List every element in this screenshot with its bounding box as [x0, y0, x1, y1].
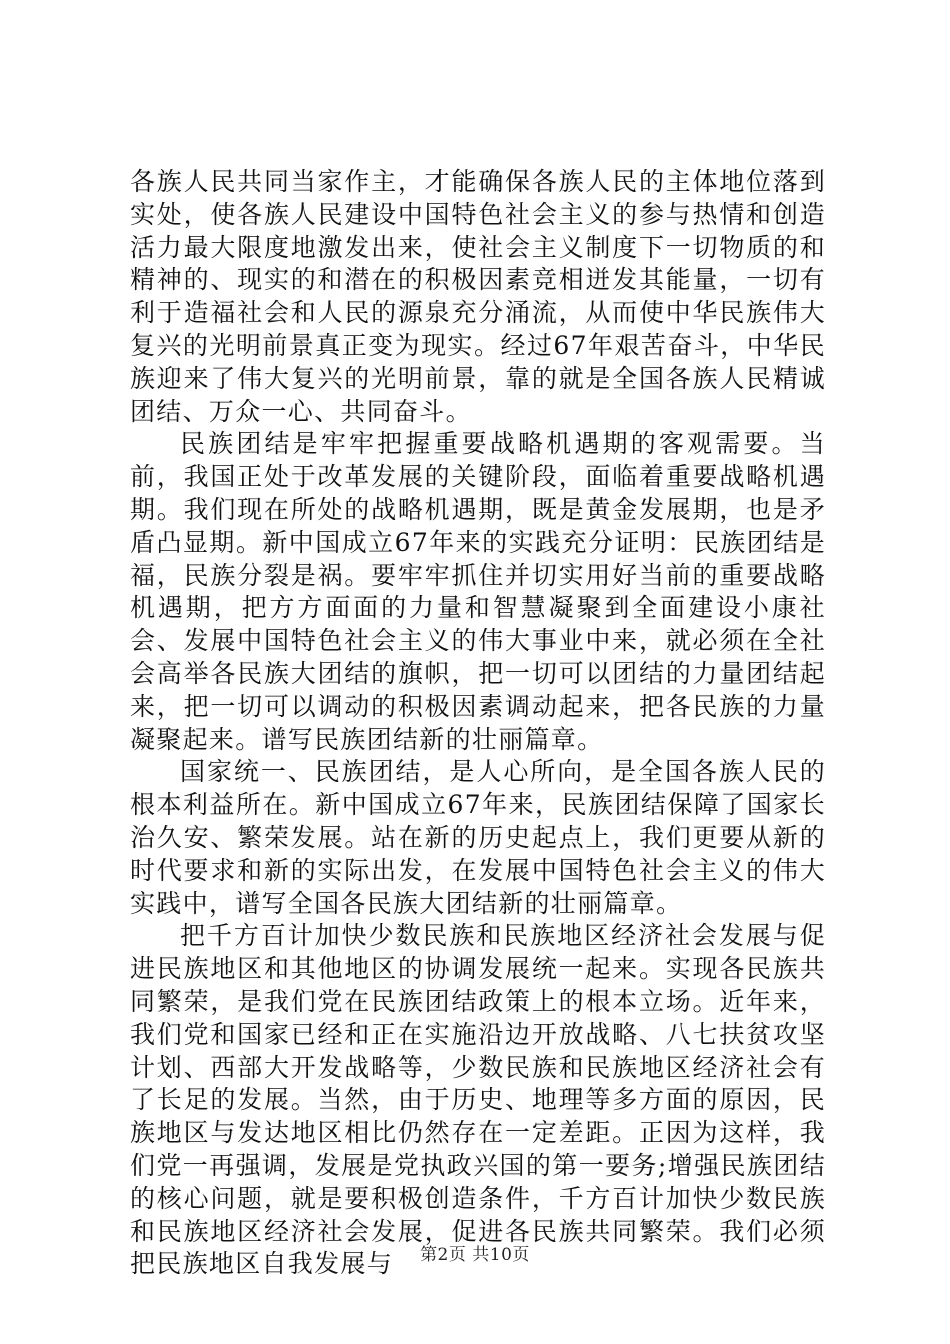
paragraph-2: 民族团结是牢牢把握重要战略机遇期的客观需要。当前，我国正处于改革发展的关键阶段，面临着重要战略机遇期。我们现在所处的战略机遇期，既是黄金发展期，也是矛盾凸显期。新中国成立67年来的实践充分证明：民族团结是福，民族分裂是祸。要牢牢抓住并切实用好当前的重要战略机遇期，把方方面面的力量和智慧凝聚到全面建设小康社会、发展中国特色社会主义的伟大事业中来，就必须在全社会高举各民族大团结的旗帜，把一切可以团结的力量团结起来，把一切可以调动的积极因素调动起来，把各民族的力量凝聚起来。谱写民族团结新的壮丽篇章。 [130, 429, 826, 754]
paragraph-4: 把千方百计加快少数民族和民族地区经济社会发展与促进民族地区和其他地区的协调发展统一起来。实现各民族共同繁荣，是我们党在民族团结政策上的根本立场。近年来，我们党和国家已经和正在实施沿边开放战略、八七扶贫攻坚计划、西部大开发战略等，少数民族和民族地区经济社会有了长足的发展。当然，由于历史、地理等多方面的原因，民族地区与发达地区相比仍然存在一定差距。正因为这样，我们党一再强调，发展是党执政兴国的第一要务;增强民族团结的核心问题，就是要积极创造条件，千方百计加快少数民族和民族地区经济社会发展，促进各民族共同繁荣。我们必须把民族地区自我发展与 [130, 921, 826, 1279]
paragraph-3: 国家统一、民族团结，是人心所向，是全国各族人民的根本利益所在。新中国成立67年来，民族团结保障了国家长治久安、繁荣发展。站在新的历史起点上，我们更要从新的时代要求和新的实际出发，在发展中国特色社会主义的伟大实践中，谱写全国各民族大团结新的壮丽篇章。 [130, 757, 826, 918]
document-body [130, 166, 826, 1281]
paragraph-1: 各族人民共同当家作主，才能确保各族人民的主体地位落到实处，使各族人民建设中国特色社会主义的参与热情和创造活力最大限度地激发出来，使社会主义制度下一切物质的和精神的、现实的和潜在的积极因素竞相迸发其能量，一切有利于造福社会和人民的源泉充分涌流，从而使中华民族伟大复兴的光明前景真正变为现实。经过67年艰苦奋斗，中华民族迎来了伟大复兴的光明前景，靠的就是全国各族人民精诚团结、万众一心、共同奋斗。 [130, 167, 826, 426]
page-number-footer: 第2页 共10页 [420, 1245, 530, 1265]
